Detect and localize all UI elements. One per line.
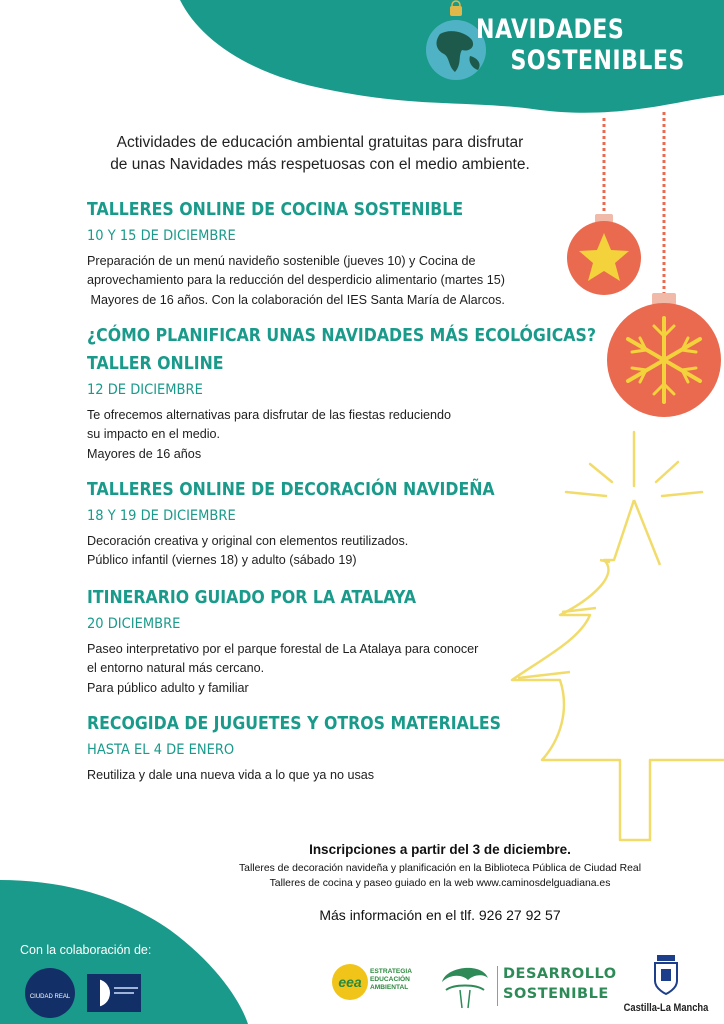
description-line: Paseo interpretativo por el parque forestal de La Atalaya para conocer xyxy=(87,642,479,656)
description-line: Público infantil (viernes 18) y adulto (sábado 19) xyxy=(87,553,357,568)
section-date: 12 DE DICIEMBRE xyxy=(87,382,203,398)
section-title: RECOGIDA DE JUGUETES Y OTROS MATERIALES xyxy=(87,714,501,734)
section-description xyxy=(87,252,567,310)
collaboration-label: Con la colaboración de: xyxy=(20,943,152,957)
section-recogida xyxy=(87,712,567,785)
snowflake-ornament-icon xyxy=(607,293,721,417)
footer-notes xyxy=(180,861,700,891)
logo-text: ESTRATEGIA xyxy=(370,968,413,975)
logo-divider xyxy=(497,966,498,1006)
intro-text xyxy=(90,132,550,176)
logo-text: EDUCACIÓN xyxy=(370,976,410,983)
logo-text: CIUDAD REAL xyxy=(29,994,71,1000)
castilla-la-mancha-logo xyxy=(616,955,716,1017)
tree-sparkle-icon xyxy=(566,432,702,496)
contact-info: Más información en el tlf. 926 27 92 57 xyxy=(319,907,561,923)
desarrollo-sostenible-logo xyxy=(503,964,617,1004)
description-line: el entorno natural más cercano. xyxy=(87,661,265,676)
clm-shield-icon xyxy=(653,955,679,995)
logo-text: Castilla-La Mancha xyxy=(623,1002,709,1014)
description-line: Reutiliza y dale una nueva vida a lo que ya no usas xyxy=(87,768,375,782)
page-title xyxy=(476,14,685,76)
biblioteca-logo xyxy=(87,974,141,1012)
footer-note: Talleres de decoración navideña y planificación en la Biblioteca Pública de Ciudad Real xyxy=(238,863,642,874)
section-title: ¿CÓMO PLANIFICAR UNAS NAVIDADES MÁS ECOLÓGICAS? xyxy=(87,326,596,346)
section-date: 10 Y 15 DE DICIEMBRE xyxy=(87,228,236,244)
inscripciones-text: Inscripciones a partir del 3 de diciembre. xyxy=(309,842,571,857)
description-line: su impacto en el medio. xyxy=(87,427,221,442)
section-date: HASTA EL 4 DE ENERO xyxy=(87,742,235,758)
logo-text: DESARROLLO xyxy=(503,966,617,982)
logo-text: AMBIENTAL xyxy=(370,984,409,991)
section-description xyxy=(87,640,567,698)
section-description xyxy=(87,406,567,464)
section-itinerario xyxy=(87,586,567,698)
intro-line-2: de unas Navidades más respetuosas con el medio ambiente. xyxy=(110,156,530,173)
star-ornament-icon xyxy=(567,214,641,295)
description-line: Preparación de un menú navideño sostenible (jueves 10) y Cocina de xyxy=(87,254,476,268)
section-planificar xyxy=(87,324,596,464)
description-line: Mayores de 16 años xyxy=(87,446,202,461)
title-line-1: NAVIDADES xyxy=(476,14,625,45)
ciudad-real-logo xyxy=(25,968,75,1018)
logo-text: SOSTENIBLE xyxy=(503,986,609,1002)
eea-text xyxy=(370,968,412,992)
description-line: Decoración creativa y original con elementos reutilizados. xyxy=(87,534,409,548)
eea-logo xyxy=(332,962,422,1018)
section-decoracion xyxy=(87,478,567,571)
section-title: ITINERARIO GUIADO POR LA ATALAYA xyxy=(87,588,417,608)
intro-line-1: Actividades de educación ambiental gratuitas para disfrutar xyxy=(116,134,524,151)
description-line: Te ofrecemos alternativas para disfrutar de las fiestas reduciendo xyxy=(87,408,452,422)
eea-badge: eea xyxy=(332,964,368,1000)
desarrollo-sostenible-icon xyxy=(438,960,492,1012)
title-line-2: SOSTENIBLES xyxy=(510,45,685,76)
section-subtitle: TALLER ONLINE xyxy=(87,354,224,374)
section-title: TALLERES ONLINE DE DECORACIÓN NAVIDEÑA xyxy=(87,480,495,500)
section-description xyxy=(87,766,567,785)
section-date: 18 Y 19 DE DICIEMBRE xyxy=(87,508,236,524)
description-line: aprovechamiento para la reducción del desperdicio alimentario (martes 15) xyxy=(87,273,505,288)
section-date: 20 DICIEMBRE xyxy=(87,616,181,632)
description-line: Mayores de 16 años. Con la colaboración del IES Santa María de Alarcos. xyxy=(87,292,505,307)
description-line: Para público adulto y familiar xyxy=(87,680,249,695)
footer-note: Talleres de cocina y paseo guiado en la web www.caminosdelguadiana.es xyxy=(269,878,611,889)
section-description xyxy=(87,532,567,571)
section-title: TALLERES ONLINE DE COCINA SOSTENIBLE xyxy=(87,200,464,220)
section-cocina xyxy=(87,198,567,310)
